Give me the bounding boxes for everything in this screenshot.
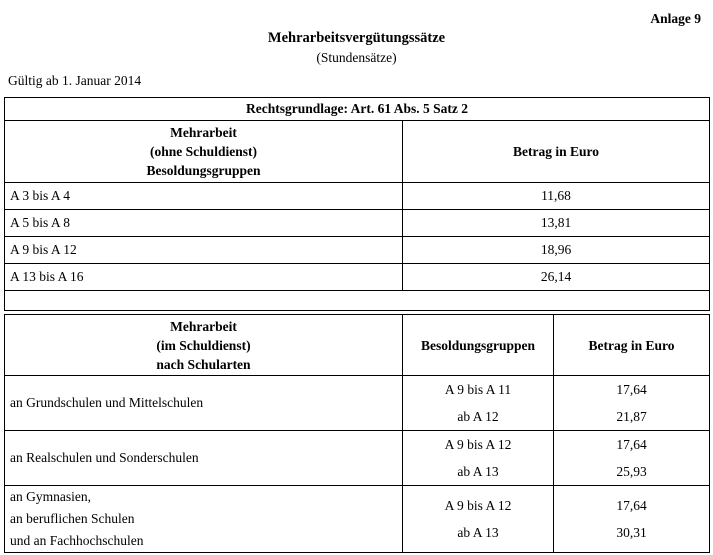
pay-group-value: A 9 bis A 12 — [444, 437, 512, 452]
pay-group-cell: A 5 bis A 8 — [5, 210, 403, 237]
pay-group-value: A 9 bis A 12 — [444, 498, 512, 513]
school-type-cell: an Grundschulen und Mittelschulen — [5, 376, 403, 431]
header-line: Mehrarbeit — [170, 125, 237, 140]
table-row — [5, 237, 710, 264]
pay-group-value: A 9 bis A 11 — [444, 382, 512, 397]
annex-label: Anlage 9 — [650, 11, 701, 26]
header-line: (im Schuldienst) — [156, 337, 251, 353]
pay-groups-cell — [403, 376, 554, 431]
header-line: (ohne Schuldienst) — [150, 144, 257, 159]
amounts-cell — [554, 376, 710, 431]
amounts-cell — [554, 431, 710, 486]
amount-cell: 26,14 — [403, 264, 710, 291]
rates-table-non-school — [4, 97, 710, 311]
school-type-cell — [5, 486, 403, 553]
pay-group-value: ab A 13 — [457, 525, 499, 540]
table-row — [5, 431, 710, 486]
table-row — [5, 376, 710, 431]
pay-groups-cell — [403, 486, 554, 553]
table-row — [5, 486, 710, 553]
school-type-cell: an Realschulen und Sonderschulen — [5, 431, 403, 486]
pay-group-value: ab A 13 — [457, 464, 499, 479]
school-type-header-cell — [5, 315, 403, 376]
header-line: Mehrarbeit — [170, 318, 237, 334]
amount-value: 17,64 — [616, 498, 647, 513]
pay-group-cell: A 3 bis A 4 — [5, 183, 403, 210]
header-line: Besoldungsgruppen — [146, 163, 261, 178]
pay-groups-header-cell: Besoldungsgruppen — [403, 315, 554, 376]
valid-from-text: Gültig ab 1. Januar 2014 — [8, 73, 142, 88]
document-subtitle: (Stundensätze) — [316, 50, 397, 65]
school-type-line: und an Fachhochschulen — [10, 533, 144, 548]
table-row — [5, 210, 710, 237]
table-row — [5, 183, 710, 210]
spacer-cell — [5, 291, 710, 311]
pay-group-value: ab A 12 — [457, 409, 499, 424]
pay-group-cell: A 13 bis A 16 — [5, 264, 403, 291]
table-header-row — [5, 121, 710, 183]
group-header-cell — [5, 121, 403, 183]
amount-cell: 11,68 — [403, 183, 710, 210]
school-type-line: an Gymnasien, — [10, 489, 91, 504]
amount-value: 25,93 — [616, 464, 647, 479]
legal-basis-row — [5, 98, 710, 121]
amount-header-cell: Betrag in Euro — [403, 121, 710, 183]
pay-group-cell: A 9 bis A 12 — [5, 237, 403, 264]
document-title: Mehrarbeitsvergütungssätze — [267, 30, 446, 46]
amount-value: 17,64 — [616, 382, 647, 397]
legal-basis-cell: Rechtsgrundlage: Art. 61 Abs. 5 Satz 2 — [5, 98, 710, 121]
amounts-cell — [554, 486, 710, 553]
table-row — [5, 264, 710, 291]
amount-value: 21,87 — [616, 409, 647, 424]
amount-value: 30,31 — [616, 525, 647, 540]
spacer-row — [5, 291, 710, 311]
amount-value: 17,64 — [616, 437, 647, 452]
table-header-row — [5, 315, 710, 376]
rates-table-school — [4, 314, 710, 553]
header-line: nach Schularten — [156, 356, 251, 372]
amount-cell: 18,96 — [403, 237, 710, 264]
amount-header-cell: Betrag in Euro — [554, 315, 710, 376]
amount-cell: 13,81 — [403, 210, 710, 237]
school-type-line: an beruflichen Schulen — [10, 511, 135, 526]
pay-groups-cell — [403, 431, 554, 486]
